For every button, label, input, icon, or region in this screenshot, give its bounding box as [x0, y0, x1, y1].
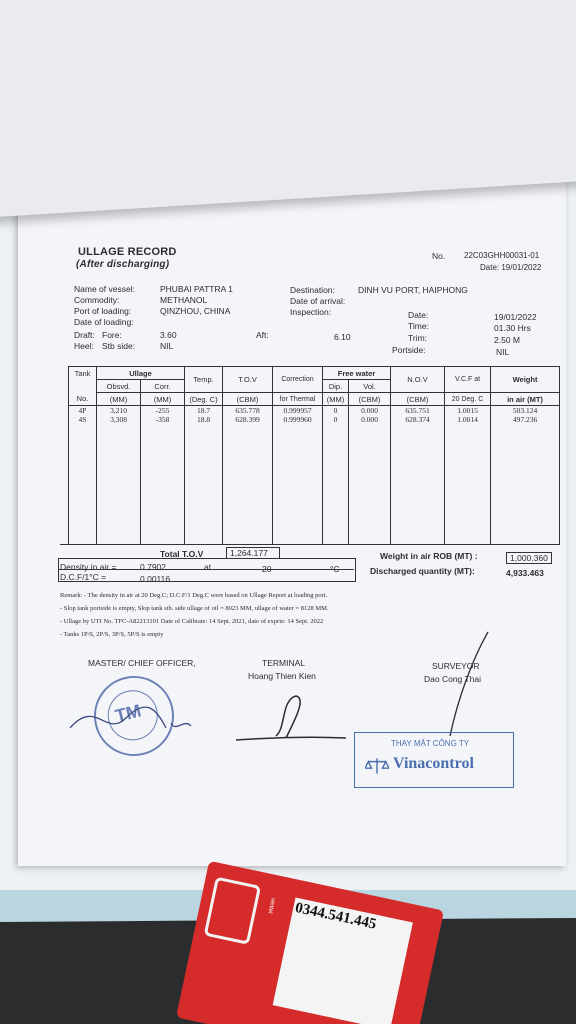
- density-label: Density in air =: [60, 562, 117, 572]
- stamp-logo-icon: [365, 757, 389, 775]
- row-nov: 635.751: [405, 406, 430, 415]
- stamp-line: THAY MẶT CÔNG TY: [391, 739, 470, 748]
- row-obsvd: 3,308: [110, 415, 127, 424]
- fore-value: 3.60: [160, 330, 177, 340]
- col-tov-label: T.O.V: [238, 375, 257, 384]
- time-label: Time:: [408, 321, 429, 331]
- destination-value: DINH VU PORT, HAIPHONG: [358, 285, 468, 295]
- remark-line: - Slop tank portside is empty, Slop tank stb. side ullage of oil = 8023 MM, ullage of water = 8128 MM.: [60, 605, 329, 612]
- destination-label: Destination:: [290, 285, 335, 295]
- sim-number: 0344.541.445: [293, 899, 378, 933]
- master-label: MASTER/ CHIEF OFFICER,: [88, 658, 196, 668]
- row-weight: 497.236: [512, 415, 538, 424]
- row-dip: 0: [333, 415, 338, 424]
- stb-label: Stb side:: [102, 341, 136, 351]
- port-label: Port of loading:: [74, 306, 132, 316]
- ullage-table: [68, 366, 560, 545]
- aft-label: Aft:: [256, 330, 269, 340]
- row-vol: 0.000: [361, 406, 378, 415]
- terminal-name: Hoang Thien Kien: [248, 671, 316, 681]
- portside-value: NIL: [496, 347, 510, 357]
- trim-label: Trim:: [408, 333, 428, 343]
- portside-label: Portside:: [392, 345, 426, 355]
- seal-initials: TM: [113, 700, 144, 727]
- doc-date: Date: 19/01/2022: [480, 263, 542, 272]
- commodity-value: METHANOL: [160, 295, 208, 305]
- surveyor-signature-icon: [418, 628, 498, 738]
- row-corr: -358: [155, 415, 170, 424]
- at-label: at: [204, 562, 212, 572]
- vessel-value: PHUBAI PATTRA 1: [160, 284, 233, 294]
- col-weight: [491, 367, 560, 393]
- surveyor-label: SURVEYOR: [432, 661, 480, 671]
- sim-chip-slot-icon: [204, 877, 261, 945]
- terminal-signature-icon: [226, 688, 356, 748]
- row-weight: 503.124: [512, 406, 538, 415]
- col-tank-sub: No.: [69, 393, 97, 406]
- fore-label: Fore:: [102, 330, 122, 340]
- row-dip: 0: [333, 406, 338, 415]
- col-obsvd-sub: (MM): [97, 393, 141, 406]
- col-temp-label: Temp.: [193, 375, 214, 384]
- row-temp: 18.7: [196, 406, 211, 415]
- no-label: No.: [432, 251, 446, 261]
- row-nov: 628.374: [405, 415, 430, 424]
- rob-value: 1,000.360: [506, 552, 552, 564]
- total-tov-value: 1,264.177: [226, 547, 280, 559]
- row-obsvd: 3,210: [110, 406, 127, 415]
- col-vol: Vol.: [349, 380, 391, 393]
- doc-number: 22C03GHH00031-01: [464, 251, 540, 260]
- draft-label: Draft:: [74, 330, 95, 340]
- col-correction: [273, 367, 323, 393]
- total-tov-label: Total T.O.V: [160, 549, 204, 559]
- terminal-label: TERMINAL: [262, 658, 305, 668]
- discharged-value: 4,933.463: [506, 568, 544, 578]
- col-nov-sub: (CBM): [391, 393, 445, 406]
- inspection-label: Inspection:: [290, 307, 332, 317]
- date-value: 19/01/2022: [494, 312, 537, 322]
- col-temp-sub: (Deg. C): [185, 393, 223, 406]
- col-dip-sub: (MM): [323, 393, 349, 406]
- row-tov: 635.778: [235, 406, 260, 415]
- remark-line: - Ullage by UTI No. TFC-A82213101 Date of Calibrate: 14 Sept. 2021, date of exprie: 14 Sept. 2022: [60, 618, 324, 625]
- port-value: QINZHOU, CHINA: [160, 306, 231, 316]
- stamp-brand: Vinacontrol: [393, 755, 474, 772]
- folded-top-sheet: [0, 0, 576, 219]
- row-vol: 0.000: [361, 415, 378, 424]
- col-correction-label: Correction: [281, 376, 314, 383]
- date-loading-label: Date of loading:: [74, 317, 134, 327]
- remark-line: Remark: - The density in air at 20 Deg.C; D.C.F/1 Deg.C were based on Ullage Report at loading port.: [60, 592, 328, 599]
- rob-label: Weight in air ROB (MT) :: [380, 551, 478, 561]
- company-stamp: [354, 732, 514, 788]
- row-temp: 18.8: [196, 415, 211, 424]
- col-tank: Tank: [69, 367, 97, 380]
- time-value: 01.30 Hrs: [494, 323, 531, 333]
- remark-line: - Tanks 1P/S, 2P/S, 3P/S, 5P/S is empty: [60, 631, 164, 638]
- sim-label-area: [273, 898, 413, 1024]
- col-tov: [223, 367, 273, 393]
- ullage-record-page: [18, 128, 566, 866]
- dcf-label: D.C.F/1°C =: [60, 572, 107, 582]
- heel-label: Heel:: [74, 341, 94, 351]
- dcf-value: 0.00116: [140, 574, 171, 584]
- row-corr: -255: [155, 406, 170, 415]
- col-temp: [185, 367, 223, 393]
- sim-brand: viettel: [266, 897, 276, 914]
- at-temp: 20: [262, 564, 272, 574]
- density-value: 0.7902: [140, 562, 166, 572]
- col-corr: Corr.: [141, 380, 185, 393]
- deg-label: °C: [330, 564, 340, 574]
- ullage-header: Ullage: [97, 367, 185, 380]
- commodity-label: Commodity:: [74, 295, 120, 305]
- row-tank: 4S: [78, 415, 87, 424]
- col-vcf: [445, 367, 491, 393]
- row-vcf: 1.0014: [457, 415, 478, 424]
- density-divider: [58, 569, 354, 570]
- vessel-label: Name of vessel:: [74, 284, 135, 294]
- row-corrth: 0.999960: [283, 415, 312, 424]
- table-row: [69, 406, 560, 545]
- col-nov-label: N.O.V: [407, 375, 428, 384]
- row-vcf: 1.0015: [457, 406, 478, 415]
- discharged-label: Discharged quantity (MT):: [370, 566, 475, 576]
- col-vol-sub: (CBM): [349, 393, 391, 406]
- col-dip: Dip.: [323, 380, 349, 393]
- col-weight-label: Weight: [512, 375, 538, 384]
- col-tov-sub: (CBM): [223, 393, 273, 406]
- arrival-label: Date of arrival:: [290, 296, 346, 306]
- trim-value: 2.50 M: [494, 335, 520, 345]
- col-nov: [391, 367, 445, 393]
- col-correction-sub: for Thermal: [273, 393, 323, 406]
- col-vcf-sub: 20 Deg. C: [445, 393, 491, 406]
- col-obsvd: Obsvd.: [97, 380, 141, 393]
- doc-subtitle: (After discharging): [76, 259, 170, 270]
- col-weight-sub: in air (MT): [491, 393, 560, 406]
- doc-title: ULLAGE RECORD: [78, 246, 177, 258]
- col-vcf-label: V.C.F at: [455, 376, 481, 383]
- row-tov: 628.399: [235, 415, 260, 424]
- col-corr-sub: (MM): [141, 393, 185, 406]
- aft-value: 6.10: [334, 332, 351, 342]
- surveyor-name: Dao Cong Thai: [424, 674, 482, 684]
- date-label: Date:: [408, 310, 429, 320]
- totals-divider: [60, 544, 560, 545]
- freewater-header: Free water: [323, 367, 391, 380]
- row-corrth: 0.999957: [283, 406, 312, 415]
- stb-value: NIL: [160, 341, 174, 351]
- master-signature-icon: [66, 688, 206, 748]
- row-tank: 4P: [78, 406, 87, 415]
